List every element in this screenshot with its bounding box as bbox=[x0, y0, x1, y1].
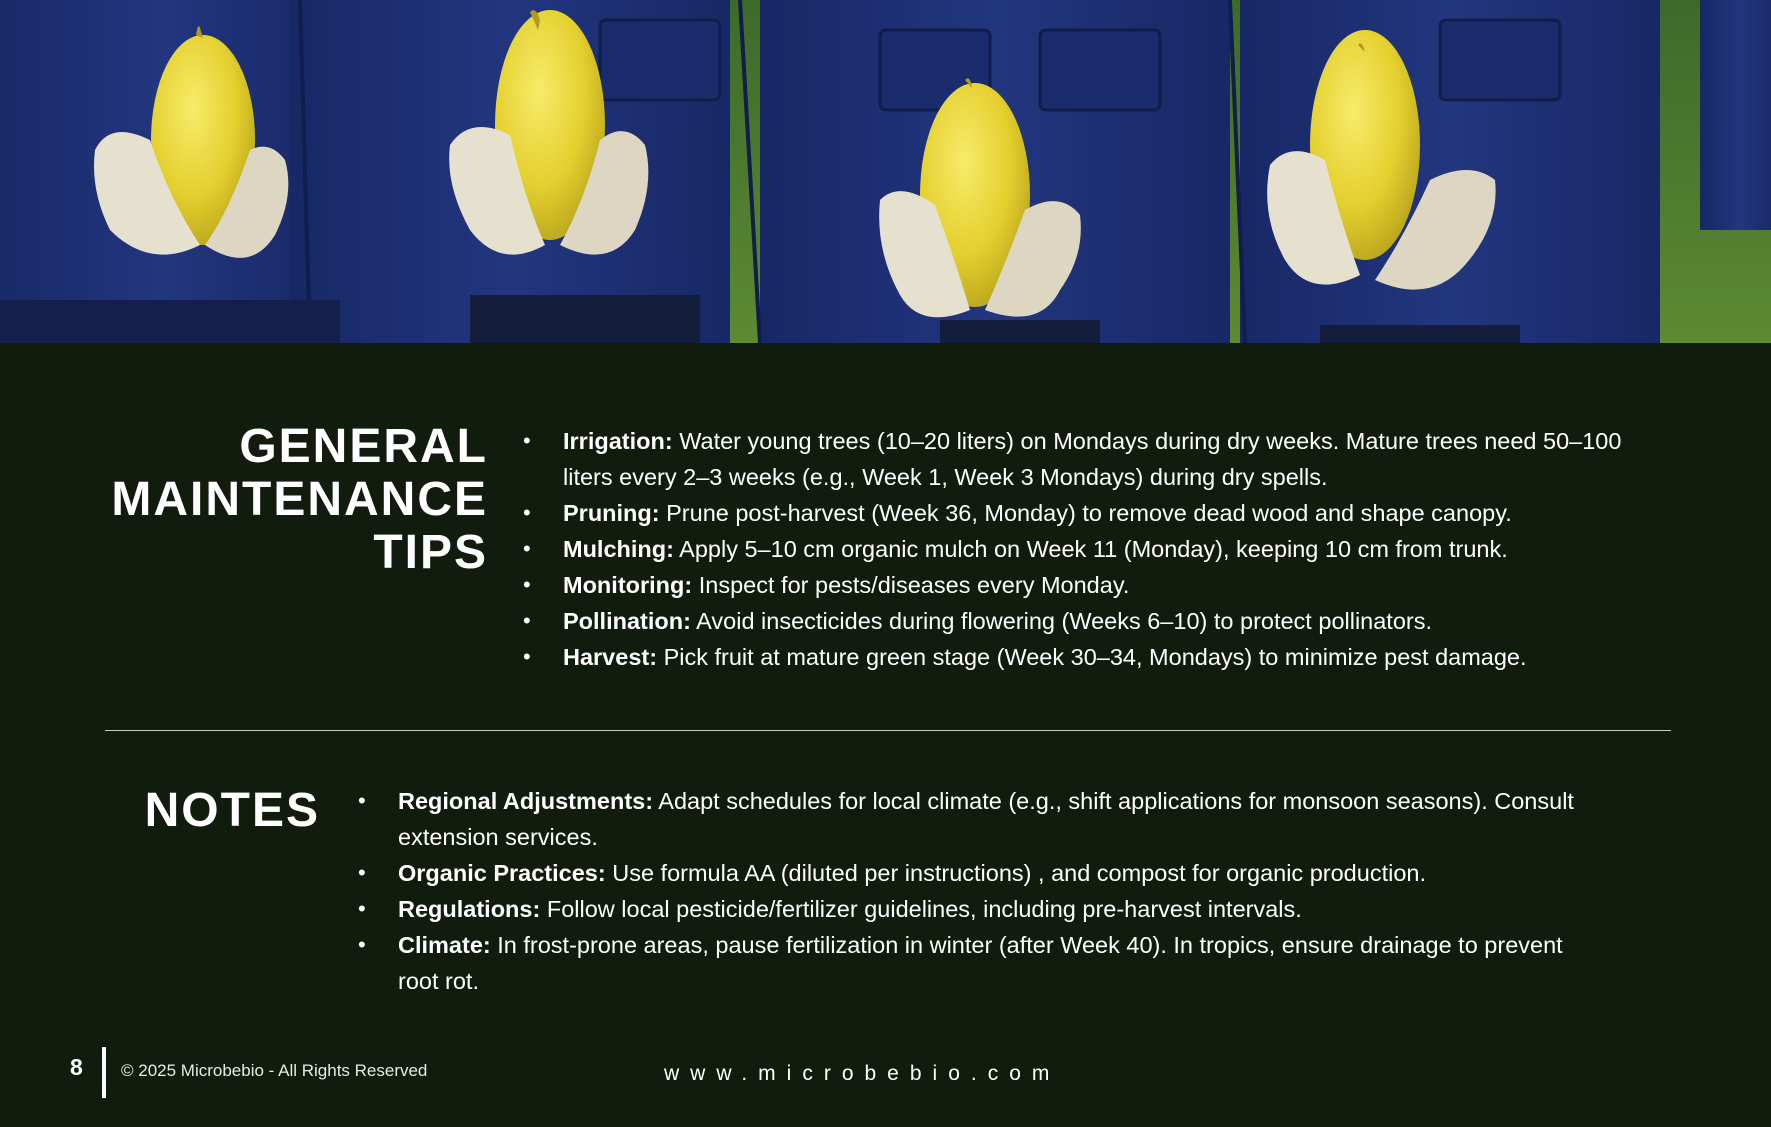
list-item bbox=[523, 531, 1673, 567]
maintenance-tips-heading bbox=[90, 420, 488, 579]
list-item bbox=[523, 495, 1673, 531]
list-item-text: Follow local pesticide/fertilizer guidelines, including pre-harvest intervals. bbox=[540, 896, 1302, 922]
notes-heading bbox=[120, 784, 320, 837]
list-item-text: Apply 5–10 cm organic mulch on Week 11 (Monday), keeping 10 cm from trunk. bbox=[673, 536, 1508, 562]
list-item-term: Mulching: bbox=[563, 536, 674, 562]
list-item bbox=[358, 891, 1598, 927]
list-item-text: Pick fruit at mature green stage (Week 30–34, Mondays) to minimize pest damage. bbox=[657, 644, 1527, 670]
list-item-term: Regulations: bbox=[398, 896, 541, 922]
list-item-text: Adapt schedules for local climate (e.g., shift applications for monsoon seasons). Consult extension services. bbox=[398, 788, 1574, 850]
heading-line: GENERAL bbox=[239, 420, 488, 473]
list-item-text: In frost-prone areas, pause fertilization in winter (after Week 40). In tropics, ensure drainage to prevent root rot. bbox=[398, 932, 1563, 994]
list-item-term: Pruning: bbox=[563, 500, 660, 526]
list-item-term: Regional Adjustments: bbox=[398, 788, 654, 814]
list-item bbox=[358, 855, 1598, 891]
copyright-text: © 2025 Microbebio - All Rights Reserved bbox=[121, 1061, 428, 1080]
list-item-term: Harvest: bbox=[563, 644, 658, 670]
section-divider bbox=[105, 730, 1671, 731]
list-item bbox=[523, 603, 1673, 639]
heading-line: TIPS bbox=[373, 526, 488, 579]
list-item-term: Organic Practices: bbox=[398, 860, 606, 886]
footer-divider-bar bbox=[102, 1047, 106, 1098]
list-item bbox=[358, 927, 1598, 999]
list-item bbox=[523, 639, 1673, 675]
list-item bbox=[358, 783, 1598, 855]
list-item-text: Avoid insecticides during flowering (Weeks 6–10) to protect pollinators. bbox=[690, 608, 1433, 634]
list-item-term: Climate: bbox=[398, 932, 491, 958]
list-item bbox=[523, 567, 1673, 603]
list-item-text: Inspect for pests/diseases every Monday. bbox=[692, 572, 1130, 598]
notes-list bbox=[358, 783, 1598, 999]
heading-line: MAINTENANCE bbox=[111, 473, 488, 526]
list-item-text: Use formula AA (diluted per instructions) , and compost for organic production. bbox=[605, 860, 1426, 886]
maintenance-tips-list bbox=[523, 423, 1673, 675]
website-link[interactable]: www.microbebio.com bbox=[664, 1062, 1061, 1085]
list-item-term: Pollination: bbox=[563, 608, 691, 634]
list-item-term: Monitoring: bbox=[563, 572, 693, 598]
list-item-text: Prune post-harvest (Week 36, Monday) to remove dead wood and shape canopy. bbox=[659, 500, 1512, 526]
list-item-text: Water young trees (10–20 liters) on Mondays during dry weeks. Mature trees need 50–100 liters every 2–3 weeks (e.g., Week 1, Week 3 Mondays) during dry spells. bbox=[563, 428, 1622, 490]
heading-line: NOTES bbox=[144, 784, 320, 837]
hero-photo bbox=[0, 0, 1771, 343]
list-item-term: Irrigation: bbox=[563, 428, 673, 454]
farmers-holding-fruit-illustration bbox=[0, 0, 1771, 343]
page-number: 8 bbox=[70, 1054, 83, 1080]
list-item bbox=[523, 423, 1673, 495]
